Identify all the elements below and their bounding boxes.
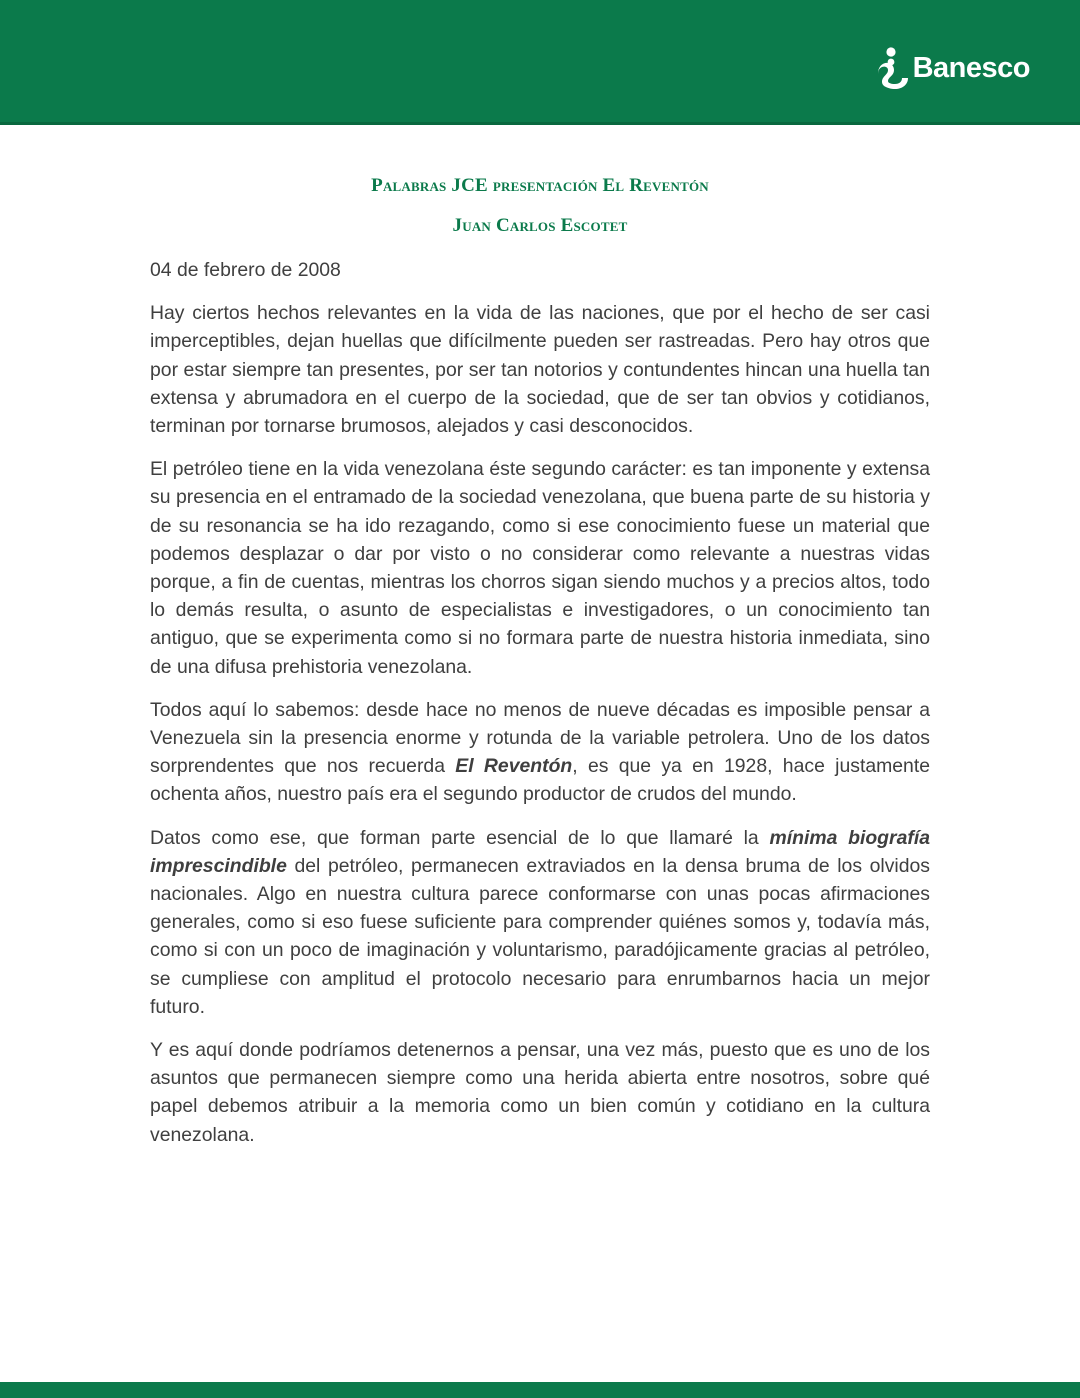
paragraph-4 [150,824,930,1021]
paragraph-3-text-end: , es que ya en 1928, hace justamente ochenta años, nuestro país era el segundo productor de crudos del mundo. [150,755,931,806]
book-title-emphasis: El Reventón [455,755,573,778]
document-date: 04 de febrero de 2008 [150,259,341,281]
paragraph-3 [150,696,930,809]
page-header [0,0,1080,125]
paragraph-1: Hay ciertos hechos relevantes en la vida de las naciones, que por el hecho de ser casi imperceptibles, dejan huellas que difícilmente pueden ser rastreadas. Pero hay otros que por estar siempre tan presentes, por ser tan notorios y contundentes hincan una huella tan extensa y abrumadora en el cuerpo de la sociedad, que de ser tan obvios y cotidianos, terminan por tornarse brumosos, alejados y casi desconocidos. [150,302,930,438]
logo-wordmark: Banesco [912,52,1030,84]
page-footer-bar [0,1382,1080,1398]
paragraph-4-text-end: del petróleo, permanecen extraviados en la densa bruma de los olvidos nacionales. Algo en nuestra cultura parece conformarse con unas pocas afirmaciones generales, como si eso fuese suficiente para comprender quiénes somos y, todavía más, como si con un poco de imaginación y voluntarismo, paradójicamente gracias al petróleo, se cumpliese con amplitud el protocolo necesario para enrumbarnos hacia un mejor futuro. [150,854,930,1018]
banesco-logo-icon [875,46,911,90]
banesco-logo [875,46,1030,90]
paragraph-5: Y es aquí donde podríamos detenernos a pensar, una vez más, puesto que es uno de los asuntos que permanecen siempre como una herida abierta entre nosotros, sobre qué papel debemos atribuir a la memoria como un bien común y cotidiano en la cultura venezolana. [150,1039,930,1146]
document-body [150,172,930,1164]
concept-emphasis: mínima biografía imprescindible [150,826,930,877]
document-title: Palabras JCE presentación El Reventón [371,175,709,196]
paragraph-3-text-start: Todos aquí lo sabemos: desde hace no menos de nueve décadas es imposible pensar a Venezuela sin la presencia enorme y rotunda de la variable petrolera. Uno de los datos sorprendentes que nos recuerda [150,698,930,778]
paragraph-2: El petróleo tiene en la vida venezolana éste segundo carácter: es tan imponente y extensa su presencia en el entramado de la sociedad venezolana, que buena parte de su historia y de su resonancia se ha ido rezagando, como si ese conocimiento fuese un material que podemos desplazar o dar por visto o no considerar como relevante a nuestras vidas porque, a fin de cuentas, mientras los chorros sigan siendo muchos y a precios altos, todo lo demás resulta, o asunto de especialistas e investigadores, o un conocimiento tan antiguo, que se experimenta como si no formara parte de nuestra historia inmediata, sino de una difusa prehistoria venezolana. [150,458,930,678]
paragraph-4-text-start: Datos como ese, que forman parte esencial de lo que llamaré la [150,826,770,849]
document-author: Juan Carlos Escotet [452,215,628,236]
